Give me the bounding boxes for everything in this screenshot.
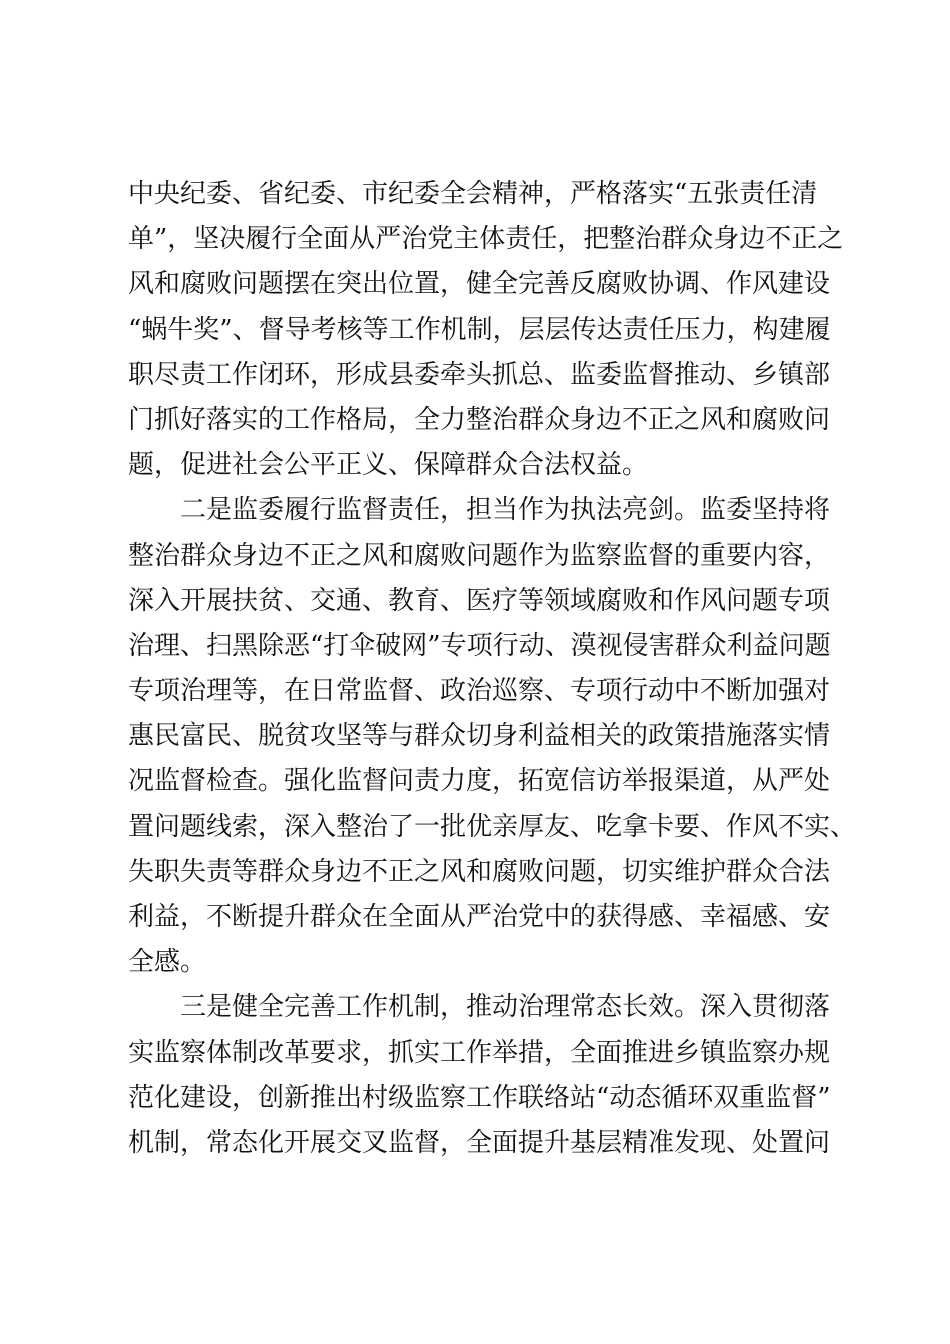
paragraph-1 <box>128 172 844 488</box>
paragraph-line: 题，促进社会公平正义、保障群众合法权益。 <box>128 450 649 481</box>
paragraph-line: 惠民富民、脱贫攻坚等与群众切身利益相关的政策措施落实情 <box>128 721 831 752</box>
paragraph-line: 况监督检查。强化监督问责力度，拓宽信访举报渠道，从严处 <box>128 766 831 797</box>
paragraph-line: 中央纪委、省纪委、市纪委全会精神，严格落实“五张责任清 <box>128 179 818 209</box>
paragraph-line: 实监察体制改革要求，抓实工作举措，全面推进乡镇监察办规 <box>128 1037 831 1068</box>
paragraph-line: 三是健全完善工作机制，推动治理常态长效。深入贯彻落 <box>180 992 831 1023</box>
paragraph-3 <box>128 985 838 1166</box>
paragraph-line: 门抓好落实的工作格局，全力整治群众身边不正之风和腐败问 <box>128 404 831 435</box>
paragraph-line: 利益，不断提升群众在全面从严治党中的获得感、幸福感、安 <box>128 902 831 932</box>
paragraph-line: “蜗牛奖”、督导考核等工作机制，层层传达责任压力，构建履 <box>128 314 831 345</box>
paragraph-line: 风和腐败问题摆在突出位置，健全完善反腐败协调、作风建设 <box>128 269 831 300</box>
paragraph-line: 全感。 <box>128 947 207 978</box>
paragraph-line: 治理、扫黑除恶“打伞破网”专项行动、漠视侵害群众利益问题 <box>128 630 831 661</box>
paragraph-line: 二是监委履行监督责任，担当作为执法亮剑。监委坚持将 <box>180 495 831 526</box>
paragraph-line: 失职失责等群众身边不正之风和腐败问题，切实维护群众合法 <box>128 856 831 887</box>
paragraph-line: 机制，常态化开展交叉监督，全面提升基层精准发现、处置问 <box>128 1127 831 1158</box>
paragraph-line: 单”，坚决履行全面从严治党主体责任，把整治群众身边不正之 <box>128 224 844 255</box>
paragraph-line: 职尽责工作闭环，形成县委牵头抓总、监委监督推动、乡镇部 <box>128 359 831 390</box>
paragraph-line: 范化建设，创新推出村级监察工作联络站“动态循环双重监督” <box>128 1082 831 1113</box>
paragraph-line: 置问题线索，深入整治了一批优亲厚友、吃拿卡要、作风不实、 <box>128 811 857 842</box>
paragraph-line: 整治群众身边不正之风和腐败问题作为监察监督的重要内容， <box>128 540 831 571</box>
paragraph-line: 专项治理等，在日常监督、政治巡察、专项行动中不断加强对 <box>128 676 831 707</box>
document-body <box>128 172 857 1166</box>
paragraph-line: 深入开展扶贫、交通、教育、医疗等领域腐败和作风问题专项 <box>128 585 831 616</box>
paragraph-2 <box>128 488 857 985</box>
